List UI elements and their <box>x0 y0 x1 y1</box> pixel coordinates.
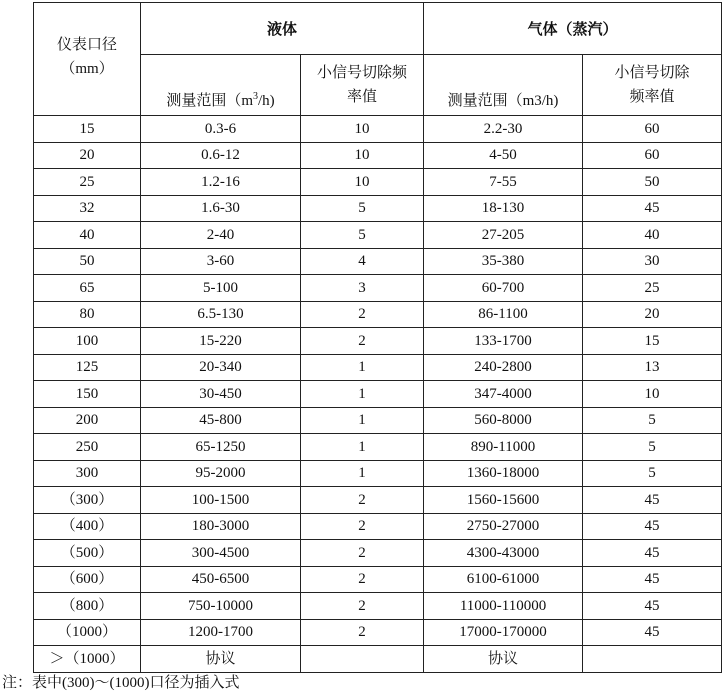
cell-gas-range: 11000-110000 <box>424 593 583 620</box>
cell-gas-cutoff: 5 <box>583 460 722 487</box>
cell-liquid-cutoff: 2 <box>301 619 424 646</box>
cell-diameter: （500） <box>34 540 141 567</box>
cell-liquid-range: 1.6-30 <box>141 195 301 222</box>
table-row <box>34 593 722 620</box>
cell-gas-cutoff: 25 <box>583 275 722 302</box>
cell-liquid-range: 450-6500 <box>141 566 301 593</box>
cell-liquid-range: 30-450 <box>141 381 301 408</box>
cell-liquid-cutoff: 5 <box>301 222 424 249</box>
cell-diameter: 20 <box>34 142 141 169</box>
header-row-groups <box>34 3 722 55</box>
cell-gas-cutoff: 40 <box>583 222 722 249</box>
table-footnote: 注：表中(300)～(1000)口径为插入式 <box>2 675 240 691</box>
liquid-cutoff-header <box>301 55 424 116</box>
liquid-range-header <box>141 55 301 116</box>
table-row <box>34 513 722 540</box>
table-body <box>34 116 722 673</box>
cell-gas-cutoff: 60 <box>583 116 722 143</box>
cell-gas-range: 2.2-30 <box>424 116 583 143</box>
liquid-range-superscript: 3 <box>253 91 258 102</box>
table-row <box>34 248 722 275</box>
gas-range-header: 测量范围（m3/h) <box>424 55 583 116</box>
diameter-header <box>34 3 141 116</box>
table-row <box>34 354 722 381</box>
gas-cutoff-header <box>583 55 722 116</box>
cell-gas-range: 1360-18000 <box>424 460 583 487</box>
cell-liquid-cutoff: 2 <box>301 593 424 620</box>
table-row <box>34 619 722 646</box>
cell-liquid-cutoff: 2 <box>301 487 424 514</box>
cell-gas-range: 35-380 <box>424 248 583 275</box>
table-row <box>34 407 722 434</box>
cell-gas-cutoff: 45 <box>583 487 722 514</box>
cell-liquid-cutoff: 1 <box>301 434 424 461</box>
cell-liquid-cutoff: 2 <box>301 566 424 593</box>
cell-gas-range: 18-130 <box>424 195 583 222</box>
cell-gas-cutoff: 45 <box>583 593 722 620</box>
table-row <box>34 195 722 222</box>
cell-liquid-range: 180-3000 <box>141 513 301 540</box>
liquid-cutoff-line2: 率值 <box>347 89 378 105</box>
cell-gas-range: 86-1100 <box>424 301 583 328</box>
cell-diameter: 40 <box>34 222 141 249</box>
cell-gas-cutoff: 60 <box>583 142 722 169</box>
cell-liquid-cutoff: 1 <box>301 460 424 487</box>
cell-gas-cutoff: 30 <box>583 248 722 275</box>
gas-group-header: 气体（蒸汽） <box>424 3 722 55</box>
cell-liquid-cutoff: 4 <box>301 248 424 275</box>
cell-diameter: （800） <box>34 593 141 620</box>
cell-gas-cutoff: 5 <box>583 407 722 434</box>
table-row <box>34 646 722 673</box>
cell-diameter: 250 <box>34 434 141 461</box>
cell-liquid-range: 1200-1700 <box>141 619 301 646</box>
table-row <box>34 275 722 302</box>
cell-gas-range: 7-55 <box>424 169 583 196</box>
cell-liquid-range: 100-1500 <box>141 487 301 514</box>
cell-liquid-cutoff: 2 <box>301 540 424 567</box>
cell-liquid-cutoff: 2 <box>301 328 424 355</box>
table-row <box>34 142 722 169</box>
liquid-range-prefix: 测量范围（m <box>166 93 253 109</box>
cell-gas-range: 890-11000 <box>424 434 583 461</box>
cell-gas-range: 60-700 <box>424 275 583 302</box>
table-row <box>34 116 722 143</box>
cell-gas-range: 协议 <box>424 646 583 673</box>
cell-gas-cutoff: 45 <box>583 195 722 222</box>
cell-gas-cutoff: 10 <box>583 381 722 408</box>
cell-gas-range: 4-50 <box>424 142 583 169</box>
cell-liquid-range: 300-4500 <box>141 540 301 567</box>
liquid-cutoff-line1: 小信号切除频 <box>317 65 408 81</box>
cell-liquid-cutoff: 1 <box>301 407 424 434</box>
cell-diameter: （400） <box>34 513 141 540</box>
flow-range-table-container <box>33 2 722 673</box>
cell-liquid-cutoff <box>301 646 424 673</box>
table-row <box>34 540 722 567</box>
cell-liquid-range: 5-100 <box>141 275 301 302</box>
cell-liquid-range: 750-10000 <box>141 593 301 620</box>
cell-liquid-range: 45-800 <box>141 407 301 434</box>
cell-gas-range: 17000-170000 <box>424 619 583 646</box>
gas-cutoff-line1: 小信号切除 <box>614 65 690 81</box>
cell-liquid-range: 65-1250 <box>141 434 301 461</box>
cell-gas-range: 347-4000 <box>424 381 583 408</box>
cell-gas-cutoff: 45 <box>583 566 722 593</box>
cell-gas-cutoff: 13 <box>583 354 722 381</box>
cell-liquid-cutoff: 2 <box>301 513 424 540</box>
table-row <box>34 487 722 514</box>
cell-gas-range: 4300-43000 <box>424 540 583 567</box>
cell-diameter: 300 <box>34 460 141 487</box>
cell-diameter: （1000） <box>34 619 141 646</box>
cell-gas-cutoff: 45 <box>583 540 722 567</box>
cell-liquid-range: 15-220 <box>141 328 301 355</box>
cell-liquid-range: 2-40 <box>141 222 301 249</box>
cell-diameter: 32 <box>34 195 141 222</box>
table-row <box>34 301 722 328</box>
cell-gas-cutoff: 45 <box>583 619 722 646</box>
cell-liquid-cutoff: 5 <box>301 195 424 222</box>
cell-liquid-range: 协议 <box>141 646 301 673</box>
table-row <box>34 222 722 249</box>
table-row <box>34 328 722 355</box>
cell-diameter: 25 <box>34 169 141 196</box>
liquid-range-suffix: /h) <box>258 93 275 109</box>
cell-diameter: 50 <box>34 248 141 275</box>
cell-liquid-cutoff: 10 <box>301 142 424 169</box>
cell-liquid-range: 0.6-12 <box>141 142 301 169</box>
cell-liquid-cutoff: 1 <box>301 354 424 381</box>
cell-liquid-cutoff: 3 <box>301 275 424 302</box>
cell-liquid-cutoff: 1 <box>301 381 424 408</box>
cell-gas-range: 6100-61000 <box>424 566 583 593</box>
cell-liquid-cutoff: 10 <box>301 116 424 143</box>
cell-gas-cutoff: 20 <box>583 301 722 328</box>
cell-diameter: 65 <box>34 275 141 302</box>
cell-diameter: 15 <box>34 116 141 143</box>
cell-liquid-range: 20-340 <box>141 354 301 381</box>
flow-range-table <box>33 2 722 673</box>
table-row <box>34 169 722 196</box>
gas-cutoff-line2: 频率值 <box>629 89 675 105</box>
cell-gas-cutoff: 15 <box>583 328 722 355</box>
cell-gas-range: 560-8000 <box>424 407 583 434</box>
cell-liquid-range: 3-60 <box>141 248 301 275</box>
table-row <box>34 460 722 487</box>
cell-gas-cutoff: 45 <box>583 513 722 540</box>
cell-gas-cutoff <box>583 646 722 673</box>
cell-diameter: 80 <box>34 301 141 328</box>
cell-gas-range: 133-1700 <box>424 328 583 355</box>
cell-diameter: 200 <box>34 407 141 434</box>
cell-liquid-range: 1.2-16 <box>141 169 301 196</box>
cell-gas-range: 27-205 <box>424 222 583 249</box>
cell-diameter: 150 <box>34 381 141 408</box>
diameter-header-line2: （mm） <box>60 61 114 77</box>
table-row <box>34 381 722 408</box>
liquid-group-header: 液体 <box>141 3 424 55</box>
cell-gas-cutoff: 5 <box>583 434 722 461</box>
cell-diameter: （600） <box>34 566 141 593</box>
cell-diameter: 125 <box>34 354 141 381</box>
cell-gas-range: 2750-27000 <box>424 513 583 540</box>
cell-liquid-cutoff: 2 <box>301 301 424 328</box>
cell-gas-range: 1560-15600 <box>424 487 583 514</box>
diameter-header-line1: 仪表口径 <box>56 37 117 53</box>
cell-diameter: （300） <box>34 487 141 514</box>
cell-diameter: ＞（1000） <box>34 646 141 673</box>
cell-gas-range: 240-2800 <box>424 354 583 381</box>
cell-liquid-range: 0.3-6 <box>141 116 301 143</box>
cell-liquid-range: 95-2000 <box>141 460 301 487</box>
cell-gas-cutoff: 50 <box>583 169 722 196</box>
table-row <box>34 566 722 593</box>
table-row <box>34 434 722 461</box>
cell-diameter: 100 <box>34 328 141 355</box>
cell-liquid-range: 6.5-130 <box>141 301 301 328</box>
cell-liquid-cutoff: 10 <box>301 169 424 196</box>
